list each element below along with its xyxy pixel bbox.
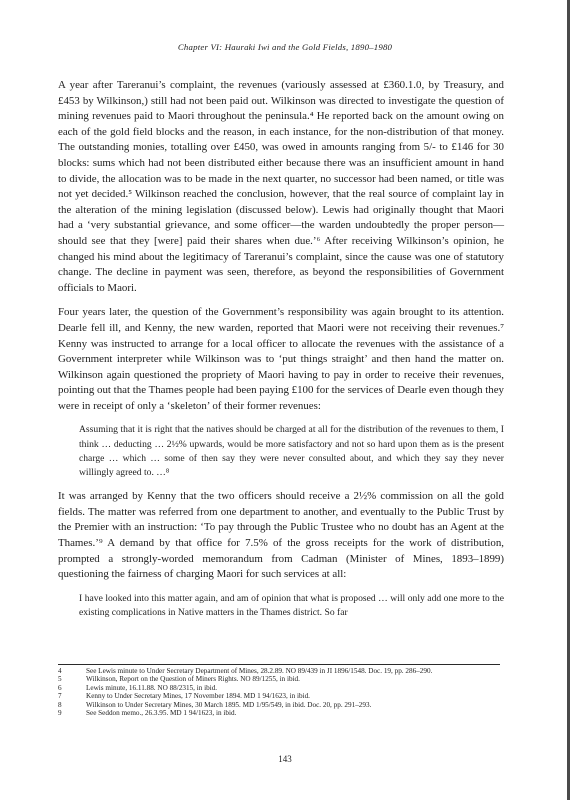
footnote bbox=[58, 709, 500, 717]
footnote-number: 8 bbox=[58, 700, 62, 709]
block-quote: Assuming that it is right that the natives should be charged at all for the distribution of the revenues to them, I think … deducting … 2½% upwards, would be more satisfactory and not so hard upon them as is the present charge … which … some of then say they were never consulted about, and which they say they never willingly agreed to. …⁸ bbox=[79, 424, 504, 479]
footnote-number: 5 bbox=[58, 675, 62, 684]
footnote bbox=[58, 692, 500, 700]
body-text bbox=[58, 78, 504, 620]
footnote-text: Kenny to Under Secretary Mines, 17 November 1894. MD 1 94/1623, in ibid. bbox=[86, 692, 310, 701]
footnote-number: 7 bbox=[58, 692, 62, 701]
footnote-text: Wilkinson to Under Secretary Mines, 30 March 1895. MD 1/95/549, in ibid. Doc. 20, pp. 291–293. bbox=[86, 700, 372, 709]
footnote-divider bbox=[58, 664, 500, 665]
paragraph: It was arranged by Kenny that the two officers should receive a 2½% commission on all the gold fields. The matter was referred from one department to another, and eventually to the Public Trust by the Premier with an instruction: ‘To pay through the Public Trustee who no doubt has an Agent at the Thames.’⁹ A demand by that office for 7.5% of the gross receipts for the work of distribution, prompted a strongly-worded memorandum from Cadman (Minister of Mines, 1893–1899) questioning the fairness of charging Maori for such services at all: bbox=[58, 490, 504, 581]
footnote-number: 9 bbox=[58, 709, 62, 718]
footnote-text: Wilkinson, Report on the Question of Miners Rights. NO 89/1255, in ibid. bbox=[86, 675, 300, 684]
footnote bbox=[58, 667, 500, 675]
running-header: Chapter VI: Hauraki Iwi and the Gold Fields, 1890–1980 bbox=[177, 42, 393, 52]
footnotes bbox=[58, 667, 500, 717]
paragraph: A year after Tareranui’s complaint, the revenues (variously assessed at £360.1.0, by Treasury, and £453 by Wilkinson,) still had not been paid out. Wilkinson was directed to investigate the question of mining revenues paid to Maori throughout the peninsula.⁴ He reported back on the amount owing on each of the gold field blocks and the reason, in each instance, for the non-distribution of that money. The outstanding monies, totalling over £450, was owed in amounts ranging from 5/- to £146 for 30 blocks: sums which had not been distributed either because there was an insufficient amount in hand to divide, the allocation was to be made in the next quarter, no successor had been named, or title was not yet decided.⁵ Wilkinson reached the conclusion, however, that the real source of complaint lay in the alteration of the mining legislation (discussed below). Lewis had originally thought that Maori had a ‘very substantial grievance, and some officer—the warden undoubtedly the proper person—should see that they [were] paid their shares when due.’⁶ After receiving Wilkinson’s opinion, he changed his mind about the legitimacy of Tareranui’s complaint, since the cause was one of statutory change. The decline in payment was seen, therefore, as beyond the responsibilities of Government officials to Maori. bbox=[58, 79, 504, 294]
footnote bbox=[58, 684, 500, 692]
page-number: 143 bbox=[278, 754, 292, 764]
paragraph: Four years later, the question of the Government’s responsibility was again brought to its attention. Dearle fell ill, and Kenny, the new warden, reported that Maori were not receiving their revenues.⁷ Kenny was instructed to arrange for a local officer to allocate the revenues with the assistance of a Government interpreter while Wilkinson was to ‘put things straight’ and then hand the matter on. Wilkinson again questioned the propriety of Maori having to pay in order to receive their revenues, pointing out that the Thames people had been paying £100 for the services of Dearle even though they were in receipt of only a ‘skeleton’ of their former revenues: bbox=[58, 306, 504, 412]
footnote-text: See Seddon memo., 26.3.95. MD 1 94/1623, in ibid. bbox=[86, 709, 237, 718]
footnote bbox=[58, 675, 500, 683]
footnote-number: 4 bbox=[58, 667, 62, 675]
footnote-number: 6 bbox=[58, 683, 62, 692]
footnote-text: See Lewis minute to Under Secretary Department of Mines, 28.2.89. NO 89/439 in JI 1896/1548. Doc. 19, pp. 286–290. bbox=[86, 667, 433, 675]
footnote-text: Lewis minute, 16.11.88. NO 88/2315, in ibid. bbox=[86, 683, 218, 692]
block-quote: I have looked into this matter again, and am of opinion that what is proposed … will only add one more to the existing complications in Native matters in the Thames district. So far bbox=[79, 592, 504, 619]
footnote bbox=[58, 701, 500, 709]
